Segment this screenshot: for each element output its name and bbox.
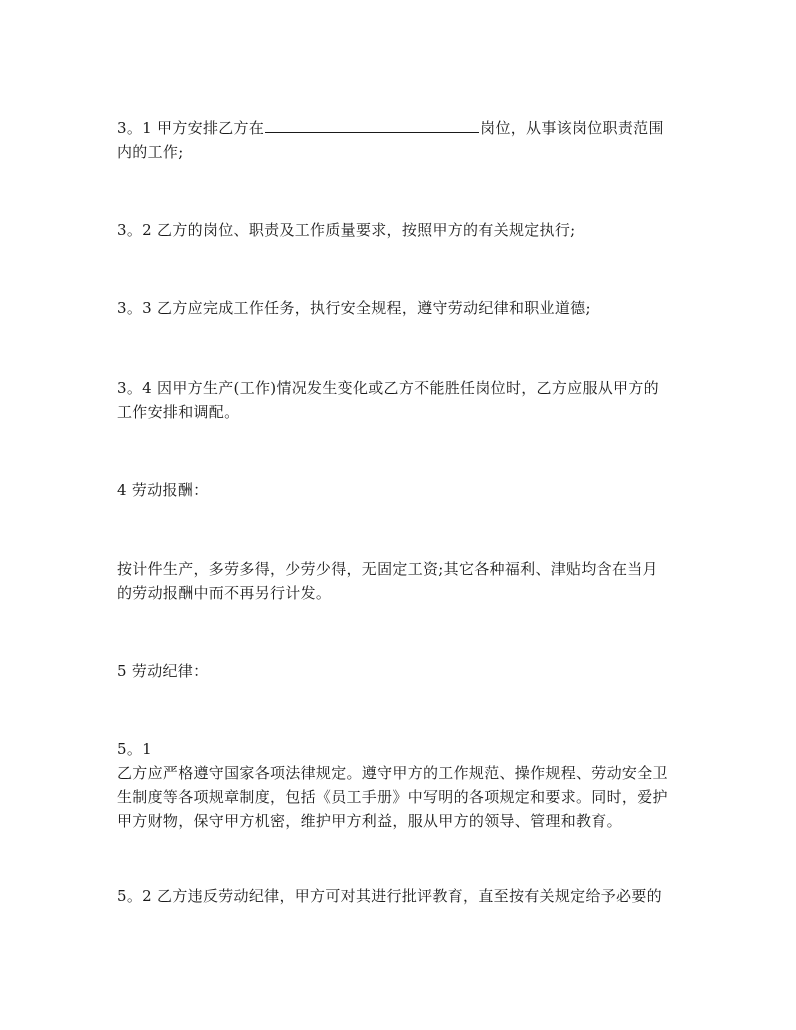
position-blank-line <box>265 118 479 133</box>
clause-3-1-text-end: 岗位，从事该岗位职责范围 <box>480 119 664 137</box>
clause-3-2: 3。2 乙方的岗位、职责及工作质量要求，按照甲方的有关规定执行; <box>117 221 576 239</box>
clause-5-1-line-1: 乙方应严格遵守国家各项法律规定。遵守甲方的工作规范、操作规程、劳动安全卫 <box>117 764 668 782</box>
section-5-heading: 5 劳动纪律： <box>117 662 209 680</box>
clause-3-3: 3。3 乙方应完成工作任务，执行安全规程，遵守劳动纪律和职业道德; <box>117 299 591 317</box>
clause-5-2: 5。2 乙方违反劳动纪律，甲方可对其进行批评教育，直至按有关规定给予必要的 <box>117 887 662 905</box>
clause-4-body <box>117 557 677 605</box>
clause-4-line-1: 按计件生产，多劳多得，少劳少得，无固定工资;其它各种福利、津贴均含在当月 <box>117 560 658 578</box>
clause-5-1-line-3: 甲方财物，保守甲方机密，维护甲方利益，服从甲方的领导、管理和教育。 <box>117 812 622 830</box>
clause-5-1-number: 5。1 <box>117 740 152 758</box>
clause-3-4-line-2: 工作安排和调配。 <box>117 403 240 421</box>
clause-3-4 <box>117 376 677 424</box>
clause-5-1 <box>117 737 677 833</box>
clause-5-1-line-2: 生制度等各项规章制度，包括《员工手册》中写明的各项规定和要求。同时，爱护 <box>117 788 668 806</box>
clause-3-1 <box>117 116 677 164</box>
clause-3-1-text-start: 3。1 甲方安排乙方在 <box>117 119 265 137</box>
clause-3-4-line-1: 3。4 因甲方生产(工作)情况发生变化或乙方不能胜任岗位时，乙方应服从甲方的 <box>117 379 659 397</box>
section-4-heading: 4 劳动报酬： <box>117 481 209 499</box>
clause-3-1-line-2: 内的工作; <box>117 143 184 161</box>
clause-4-line-2: 的劳动报酬中而不再另行计发。 <box>117 584 332 602</box>
